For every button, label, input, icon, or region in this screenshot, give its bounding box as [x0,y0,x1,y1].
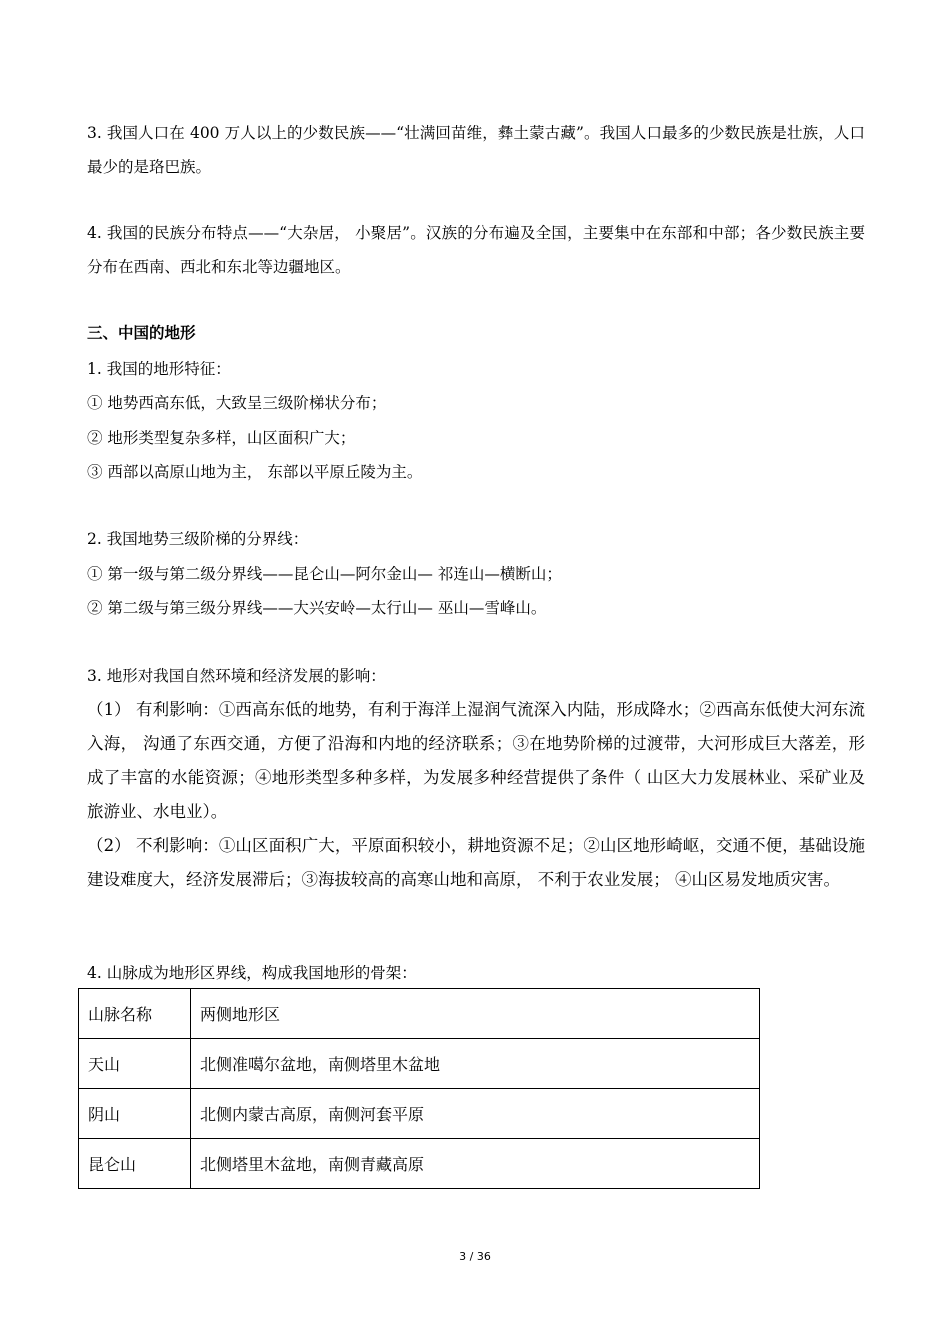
header-mountain-name: 山脉名称 [79,989,191,1039]
table-header-row [79,989,760,1039]
section-heading: 三、中国的地形 [87,324,196,342]
paragraph-item-3: 3. 我国人口在 400 万人以上的少数民族——“壮满回苗维，彝土蒙古藏”。我国人口最多的少数民族是壮族，人口最少的是珞巴族。 [87,124,865,176]
table-cell-regions: 北侧准噶尔盆地，南侧塔里木盆地 [191,1039,760,1089]
paragraph-item-4: 4. 我国的民族分布特点——“大杂居， 小聚居”。汉族的分布遍及全国，主要集中在东部和中部；各少数民族主要分布在西南、西北和东北等边疆地区。 [87,224,865,276]
table-row [79,1139,760,1189]
q3-unfavorable: （2） 不利影响：①山区面积广大，平原面积较小，耕地资源不足；②山区地形崎岖，交通不便，基础设施建设难度大，经济发展滞后；③海拔较高的高寒山地和高原， 不利于农业发展； ④山区易发地质灾害。 [87,836,865,889]
mountain-table [78,988,760,1189]
table-cell-mountain: 天山 [79,1039,191,1089]
table-row [79,1089,760,1139]
q2-point-1: ① 第一级与第二级分界线——昆仑山—阿尔金山— 祁连山—横断山； [87,565,562,583]
table-cell-mountain: 昆仑山 [79,1139,191,1189]
q2-title: 2. 我国地势三级阶梯的分界线： [87,530,309,548]
q1-point-2: ② 地形类型复杂多样，山区面积广大； [87,429,356,447]
page-number: 3 / 36 [459,1250,491,1263]
header-terrain-regions: 两侧地形区 [191,989,760,1039]
table-cell-regions: 北侧内蒙古高原，南侧河套平原 [191,1089,760,1139]
q1-point-3: ③ 西部以高原山地为主， 东部以平原丘陵为主。 [87,463,423,481]
q3-favorable: （1） 有利影响：①西高东低的地势，有利于海洋上湿润气流深入内陆，形成降水；②西高东低使大河东流入海， 沟通了东西交通，方便了沿海和内地的经济联系；③在地势阶梯的过渡带，大河形成巨大落差，形成了丰富的水能资源；④地形类型多种多样，为发展多种经营提供了条件（ 山区大力发展林业、采矿业及旅游业、水电业）。 [87,700,865,821]
table-row [79,1039,760,1089]
q1-point-1: ① 地势西高东低，大致呈三级阶梯状分布； [87,394,387,412]
q3-title: 3. 地形对我国自然环境和经济发展的影响： [87,667,386,685]
q1-title: 1. 我国的地形特征： [87,360,231,378]
table-cell-regions: 北侧塔里木盆地，南侧青藏高原 [191,1139,760,1189]
table-cell-mountain: 阴山 [79,1089,191,1139]
q2-point-2: ② 第二级与第三级分界线——大兴安岭—太行山— 巫山—雪峰山。 [87,599,547,617]
q4-title: 4. 山脉成为地形区界线，构成我国地形的骨架： [87,964,417,982]
